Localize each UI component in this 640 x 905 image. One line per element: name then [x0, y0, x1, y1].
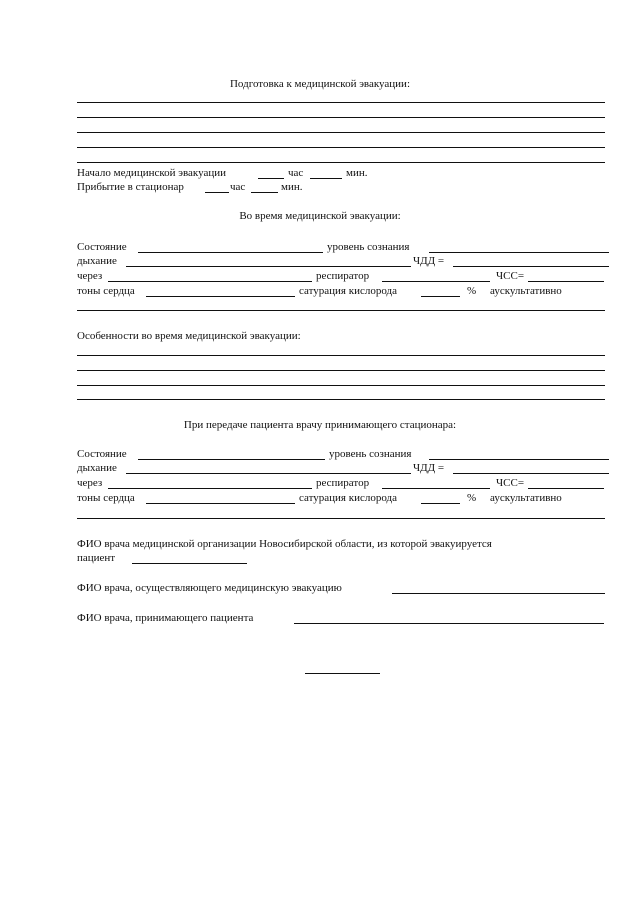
prep-line-4[interactable]	[77, 147, 605, 148]
handover-auscultation-field[interactable]	[77, 518, 605, 519]
arrive-min-field[interactable]	[251, 192, 278, 193]
during-hr-field[interactable]	[528, 281, 604, 282]
handover-state-label: Состояние	[77, 448, 127, 460]
handover-auscultation-label: аускультативно	[490, 492, 562, 504]
features-line-1[interactable]	[77, 355, 605, 356]
handover-heart-label: тоны сердца	[77, 492, 135, 504]
closing-separator	[305, 673, 380, 674]
start-evac-label: Начало медицинской эвакуации	[77, 167, 227, 179]
handover-state-field[interactable]	[138, 459, 325, 460]
start-hour-field[interactable]	[258, 178, 284, 179]
prep-line-3[interactable]	[77, 132, 605, 133]
prep-line-1[interactable]	[77, 102, 605, 103]
handover-respirator-field[interactable]	[382, 488, 490, 489]
during-heart-field[interactable]	[146, 296, 295, 297]
handover-consciousness-field[interactable]	[429, 459, 609, 460]
handover-breathing-label: дыхание	[77, 462, 117, 474]
during-respirator-field[interactable]	[382, 281, 490, 282]
evac-doctor-field[interactable]	[392, 593, 605, 594]
features-line-4[interactable]	[77, 399, 605, 400]
receiving-doctor-label: ФИО врача, принимающего пациента	[77, 612, 254, 624]
handover-saturation-field[interactable]	[421, 503, 460, 504]
handover-title: При передаче пациента врачу принимающего стационара:	[183, 419, 457, 431]
handover-hr-label: ЧСС=	[496, 477, 525, 489]
arrive-hour-unit: час	[230, 181, 246, 193]
arrive-hour-field[interactable]	[205, 192, 229, 193]
during-rr-label: ЧДД =	[413, 255, 445, 267]
handover-via-label: через	[77, 477, 103, 489]
during-consciousness-label: уровень сознания	[327, 241, 410, 253]
features-title: Особенности во время медицинской эвакуации:	[77, 330, 301, 342]
during-auscultation-label: аускультативно	[490, 285, 562, 297]
features-line-2[interactable]	[77, 370, 605, 371]
during-breathing-field[interactable]	[126, 266, 411, 267]
during-percent-label: %	[467, 285, 477, 297]
during-state-field[interactable]	[138, 252, 323, 253]
start-min-field[interactable]	[310, 178, 342, 179]
during-via-label: через	[77, 270, 103, 282]
receiving-doctor-field[interactable]	[294, 623, 604, 624]
start-hour-unit: час	[288, 167, 304, 179]
handover-percent-label: %	[467, 492, 477, 504]
handover-breathing-field[interactable]	[126, 473, 411, 474]
during-saturation-label: сатурация кислорода	[299, 285, 398, 297]
start-min-unit: мин.	[346, 167, 368, 179]
during-title: Во время медицинской эвакуации:	[239, 210, 401, 222]
during-breathing-label: дыхание	[77, 255, 117, 267]
during-via-field[interactable]	[108, 281, 312, 282]
arrival-label: Прибытие в стационар	[77, 181, 184, 193]
handover-heart-field[interactable]	[146, 503, 295, 504]
origin-doctor-field[interactable]	[132, 563, 247, 564]
prep-line-5[interactable]	[77, 162, 605, 163]
during-state-label: Состояние	[77, 241, 127, 253]
features-line-3[interactable]	[77, 385, 605, 386]
origin-doctor-label: ФИО врача медицинской организации Новосибирской области, из которой эвакуируется	[77, 538, 492, 550]
prep-line-2[interactable]	[77, 117, 605, 118]
handover-via-field[interactable]	[108, 488, 312, 489]
during-rr-field[interactable]	[453, 266, 609, 267]
during-respirator-label: респиратор	[316, 270, 370, 282]
handover-hr-field[interactable]	[528, 488, 604, 489]
during-consciousness-field[interactable]	[429, 252, 609, 253]
handover-respirator-label: респиратор	[316, 477, 370, 489]
during-saturation-field[interactable]	[421, 296, 460, 297]
during-heart-label: тоны сердца	[77, 285, 135, 297]
prep-title: Подготовка к медицинской эвакуации:	[229, 78, 411, 90]
during-hr-label: ЧСС=	[496, 270, 525, 282]
arrive-min-unit: мин.	[281, 181, 303, 193]
handover-consciousness-label: уровень сознания	[329, 448, 412, 460]
origin-doctor-label-cont: пациент	[77, 552, 116, 564]
evac-doctor-label: ФИО врача, осуществляющего медицинскую эвакуацию	[77, 582, 342, 594]
handover-rr-label: ЧДД =	[413, 462, 445, 474]
handover-rr-field[interactable]	[453, 473, 609, 474]
during-auscultation-field[interactable]	[77, 310, 605, 311]
handover-saturation-label: сатурация кислорода	[299, 492, 398, 504]
